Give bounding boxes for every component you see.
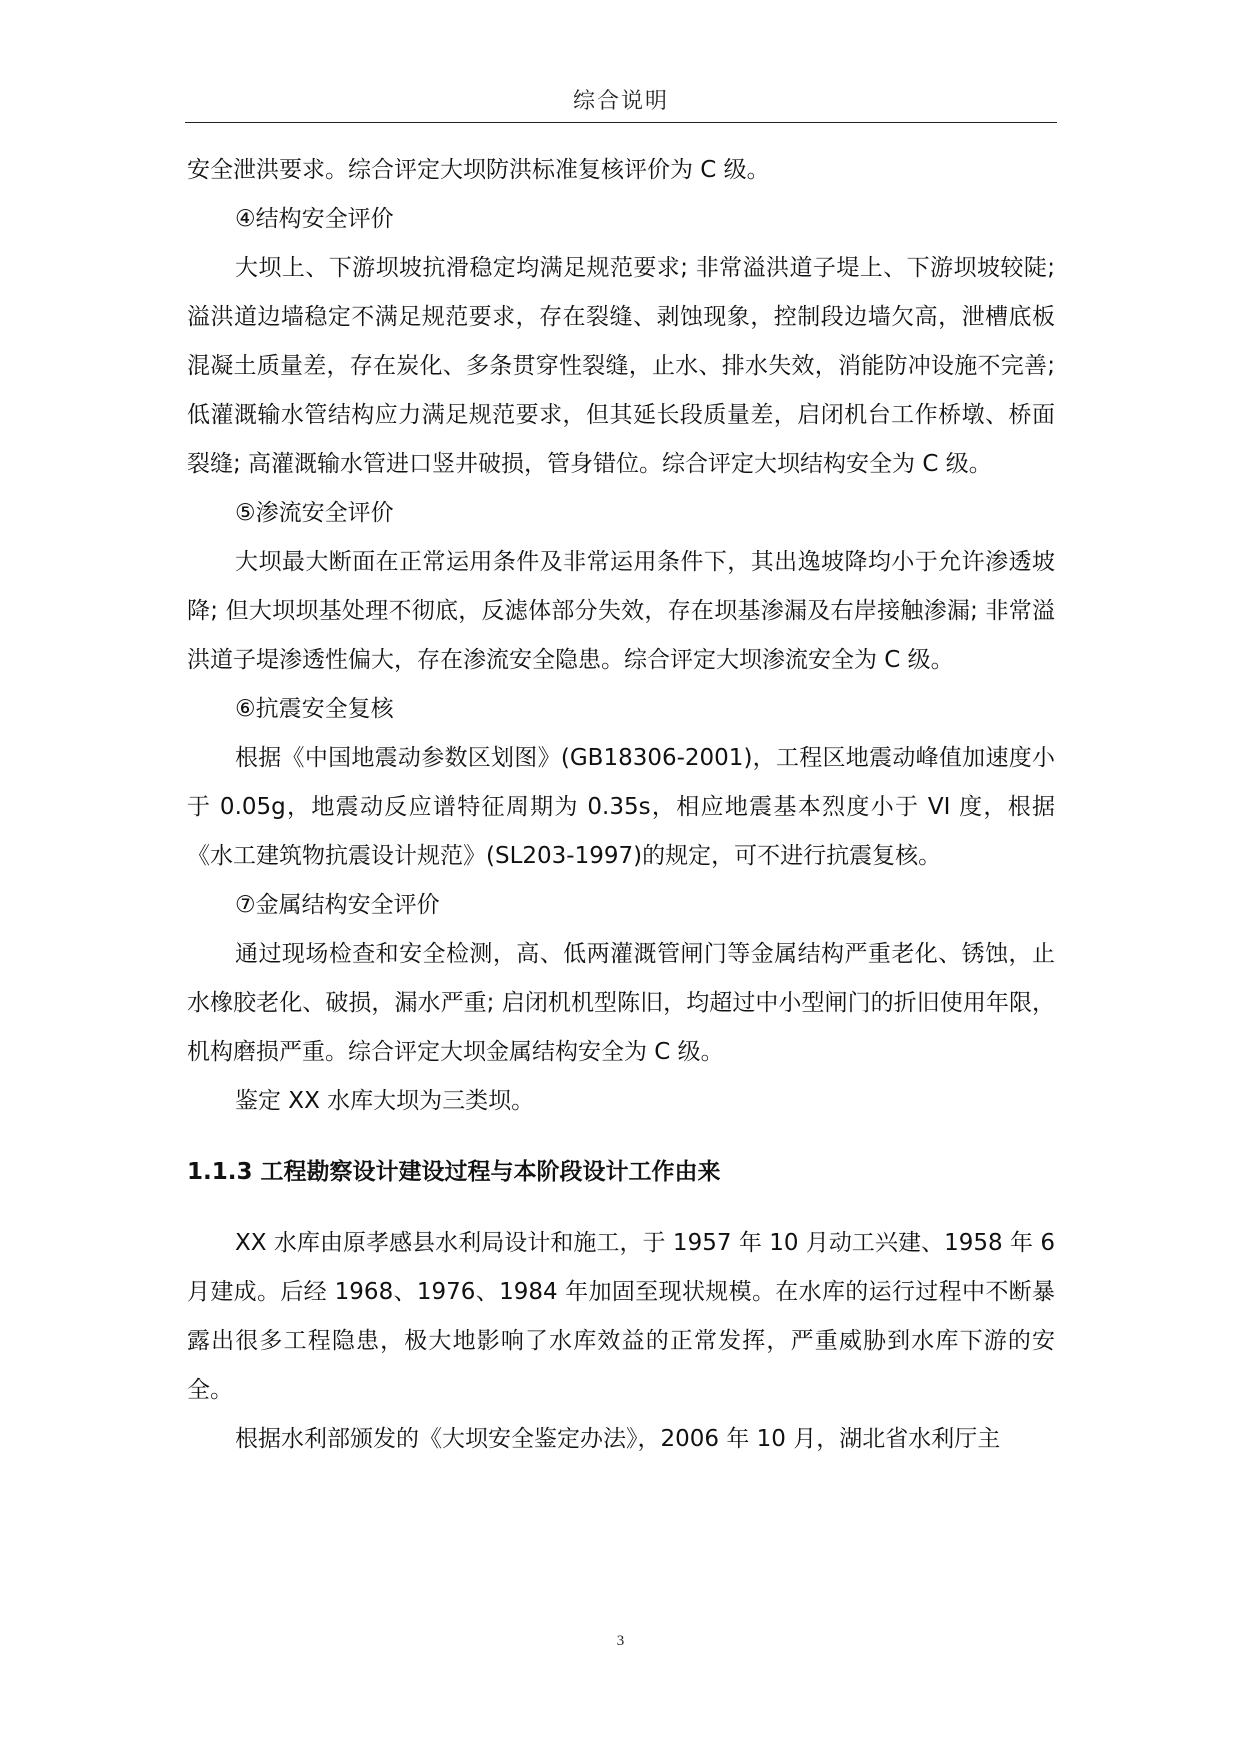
subsection-title: ④结构安全评价 <box>235 206 394 232</box>
subsection-title: ⑦金属结构安全评价 <box>235 892 440 918</box>
paragraph: 大坝上、下游坝坡抗滑稳定均满足规范要求; 非常溢洪道子堤上、下游坝坡较陡; 溢洪道边墙稳定不满足规范要求，存在裂缝、剥蚀现象，控制段边墙欠高，泄槽底板混凝土质量差，存在炭化、多条贯穿性裂缝，止水、排水失效，消能防冲设施不完善; 低灌溉输水管结构应力满足规范要求，但其延长段质量差，启闭机台工作桥墩、桥面裂缝; 高灌溉输水管进口竖井破损，管身错位。综合评定大坝结构安全为 C 级。 <box>187 255 1055 477</box>
subsection-title: ⑥抗震安全复核 <box>235 696 394 722</box>
document-body <box>187 146 1055 1464</box>
paragraph: 安全泄洪要求。综合评定大坝防洪标准复核评价为 C 级。 <box>187 157 770 183</box>
paragraph: 根据《中国地震动参数区划图》(GB18306-2001)，工程区地震动峰值加速度小于 0.05g，地震动反应谱特征周期为 0.35s，相应地震基本烈度小于 VI 度，根据《水工建筑物抗震设计规范》(SL203-1997)的规定，可不进行抗震复核。 <box>187 745 1055 869</box>
page-number: 3 <box>616 1633 625 1649</box>
paragraph: 根据水利部颁发的《大坝安全鉴定办法》，2006 年 10 月，湖北省水利厅主 <box>235 1426 1001 1452</box>
section-heading: 1.1.3 工程勘察设计建设过程与本阶段设计工作由来 <box>187 1159 721 1185</box>
paragraph: 鉴定 XX 水库大坝为三类坝。 <box>235 1088 535 1114</box>
header-divider <box>185 122 1057 123</box>
subsection-title: ⑤渗流安全评价 <box>235 500 394 526</box>
paragraph: 通过现场检查和安全检测，高、低两灌溉管闸门等金属结构严重老化、锈蚀，止水橡胶老化、破损，漏水严重; 启闭机机型陈旧，均超过中小型闸门的折旧使用年限，机构磨损严重。综合评定大坝金属结构安全为 C 级。 <box>187 941 1055 1065</box>
paragraph: XX 水库由原孝感县水利局设计和施工，于 1957 年 10 月动工兴建、1958 年 6 月建成。后经 1968、1976、1984 年加固至现状规模。在水库的运行过程中不断暴露出很多工程隐患，极大地影响了水库效益的正常发挥，严重威胁到水库下游的安全。 <box>187 1230 1055 1403</box>
page-header-title: 综合说明 <box>572 89 669 114</box>
paragraph: 大坝最大断面在正常运用条件及非常运用条件下，其出逸坡降均小于允许渗透坡降; 但大坝坝基处理不彻底，反滤体部分失效，存在坝基渗漏及右岸接触渗漏; 非常溢洪道子堤渗透性偏大，存在渗流安全隐患。综合评定大坝渗流安全为 C 级。 <box>187 549 1055 673</box>
